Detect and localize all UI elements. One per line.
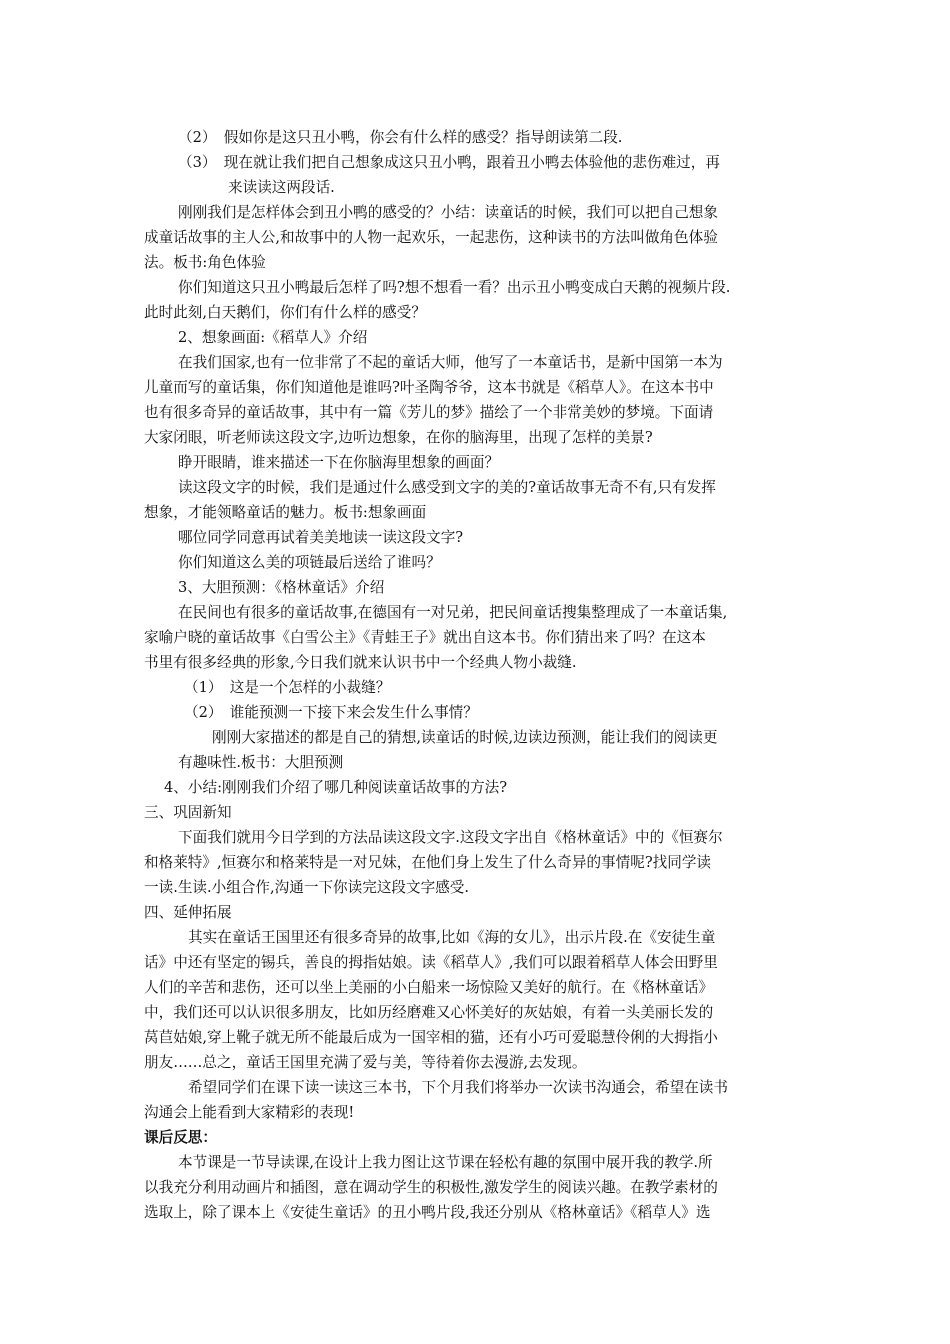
text-line: （2） 假如你是这只丑小鸭，你会有什么样的感受？指导朗读第二段. [178, 129, 623, 146]
text-line: （3） 现在就让我们把自己想象成这只丑小鸭，跟着丑小鸭去体验他的悲伤难过，再 [178, 154, 720, 171]
section-heading: 四、延伸拓展 [144, 904, 232, 921]
text-line: 睁开眼睛，谁来描述一下在你脑海里想象的画面？ [178, 454, 500, 471]
text-line: 人们的辛苦和悲伤，还可以坐上美丽的小白船来一场惊险又美好的航行。在《格林童话》 [144, 979, 714, 996]
text-line: 希望同学们在课下读一读这三本书，下个月我们将举办一次读书沟通会，希望在读书 [188, 1079, 728, 1096]
text-line: 沟通会上能看到大家精彩的表现! [144, 1104, 355, 1121]
text-line: 刚刚大家描述的都是自己的猜想,读童话的时候,边读边预测，能让我们的阅读更 [212, 729, 718, 746]
text-line: 儿童而写的童话集，你们知道他是谁吗?叶圣陶爷爷，这本书就是《稻草人》。在这本书中 [144, 379, 714, 396]
text-line: 朋友……总之，童话王国里充满了爱与美，等待着你去漫游,去发现。 [144, 1054, 587, 1071]
section-heading: 三、巩固新知 [144, 804, 232, 821]
text-line: 其实在童话王国里还有很多奇异的故事,比如《海的女儿》，出示片段.在《安徒生童 [188, 929, 716, 946]
text-line: 在我们国家,也有一位非常了不起的童话大师，他写了一本童话书，是新中国第一本为 [178, 354, 723, 371]
text-line: 读这段文字的时候，我们是通过什么感受到文字的美的?童话故事无奇不有,只有发挥 [178, 479, 716, 496]
text-line: 此时此刻,白天鹅们，你们有什么样的感受？ [144, 304, 426, 321]
text-line: 莴苣姑娘,穿上靴子就无所不能最后成为一国宰相的猫，还有小巧可爱聪慧伶俐的大拇指小 [144, 1029, 718, 1046]
reflection-heading: 课后反思： [144, 1129, 217, 1146]
text-line: 和格莱特》,恒赛尔和格莱特是一对兄妹，在他们身上发生了什么奇异的事情呢?找同学读 [144, 854, 712, 871]
text-line: 法。板书:角色体验 [144, 254, 266, 271]
text-line: 以我充分利用动画片和插图，意在调动学生的积极性,激发学生的阅读兴趣。在教学素材的 [144, 1179, 718, 1196]
section-heading: 3、大胆预测：《格林童话》介绍 [178, 579, 385, 596]
text-line: 书里有很多经典的形象,今日我们就来认识书中一个经典人物小裁缝. [144, 654, 577, 671]
text-line: 一读.生读.小组合作,沟通一下你读完这段文字感受. [144, 879, 470, 896]
text-line: 你们知道这只丑小鸭最后怎样了吗?想不想看一看？出示丑小鸭变成白天鹅的视频片段. [178, 279, 731, 296]
text-line: 刚刚我们是怎样体会到丑小鸭的感受的？小结：读童话的时候，我们可以把自己想象 [178, 204, 718, 221]
text-line: 选取上，除了课本上《安徒生童话》的丑小鸭片段,我还分别从《格林童话》《稻草人》选 [144, 1204, 711, 1221]
text-line: 话》中还有坚定的锡兵，善良的拇指姑娘。读《稻草人》,我们可以跟着稻草人体会田野里 [144, 954, 718, 971]
text-line: 你们知道这么美的项链最后送给了谁吗？ [178, 554, 441, 571]
text-line: 下面我们就用今日学到的方法品读这段文字.这段文字出自《格林童话》中的《恒赛尔 [178, 829, 723, 846]
text-line: 成童话故事的主人公,和故事中的人物一起欢乐，一起悲伤，这种读书的方法叫做角色体验 [144, 229, 718, 246]
text-line: 有趣味性.板书：大胆预测 [178, 754, 344, 771]
text-line: 本节课是一节导读课,在设计上我力图让这节课在轻松有趣的氛围中展开我的教学.所 [178, 1154, 713, 1171]
text-line: 哪位同学同意再试着美美地读一读这段文字? [178, 529, 464, 546]
text-line: （1） 这是一个怎样的小裁缝？ [184, 679, 391, 696]
text-line: 家喻户晓的童话故事《白雪公主》《青蛙王子》就出自这本书。你们猜出来了吗？在这本 [144, 629, 706, 646]
text-line: 来读读这两段话. [228, 179, 335, 196]
text-line: 也有很多奇异的童话故事，其中有一篇《芳儿的梦》描绘了一个非常美妙的梦境。下面请 [144, 404, 714, 421]
text-line: 想象，才能领略童话的魅力。板书:想象画面 [144, 504, 427, 521]
text-line: （2） 谁能预测一下接下来会发生什么事情？ [184, 704, 478, 721]
text-line: 中，我们还可以认识很多朋友，比如历经磨难又心怀美好的灰姑娘，有着一头美丽长发的 [144, 1004, 714, 1021]
section-heading: 2、想象画面:《稻草人》介绍 [178, 329, 368, 346]
text-line: 大家闭眼，听老师读这段文字,边听边想象，在你的脑海里，出现了怎样的美景? [144, 429, 653, 446]
text-line: 在民间也有很多的童话故事,在德国有一对兄弟，把民间童话搜集整理成了一本童话集, [178, 604, 728, 621]
section-heading: 4、小结:刚刚我们介绍了哪几种阅读童话故事的方法? [164, 779, 508, 796]
